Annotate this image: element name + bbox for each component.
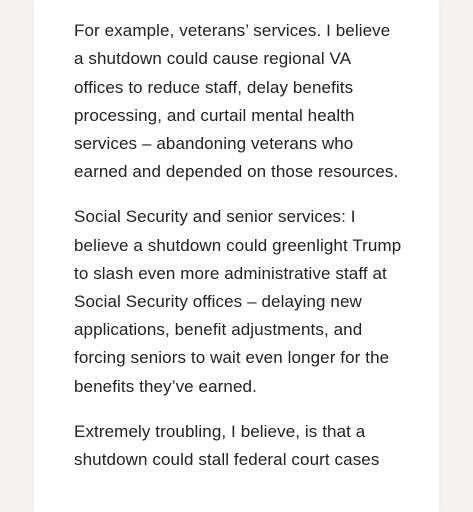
article-paragraph: Social Security and senior services: I believe a shutdown could greenlight Trump to slash even more administrative staff at Social Security offices – delaying new applications, benefit adjustments, and forcing seniors to wait even longer for the benefits they’ve earned.: [74, 207, 402, 396]
article-body: [74, 0, 404, 474]
article-card: [34, 0, 439, 512]
article-paragraph: For example, veterans’ services. I believe a shutdown could cause regional VA offices to reduce staff, delay benefits processing, and curtail mental health services – abandoning veterans who earned and depended on those resources.: [74, 21, 399, 182]
page-background-left: [0, 0, 34, 512]
article-paragraph: Extremely troubling, I believe, is that a shutdown could stall federal court cases: [74, 421, 380, 470]
page-background-right: [439, 0, 473, 512]
